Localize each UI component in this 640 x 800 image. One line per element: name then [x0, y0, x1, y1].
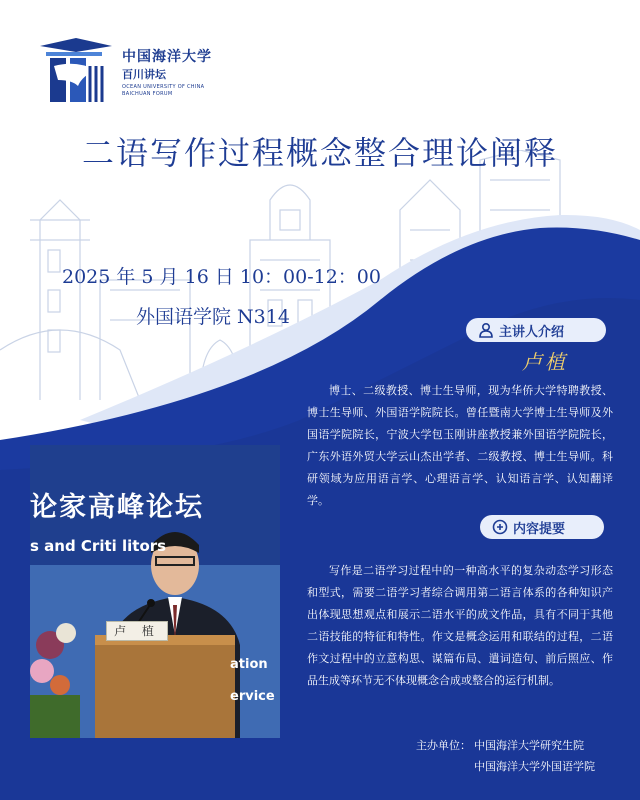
lecture-title: 二语写作过程概念整合理论阐释 [81, 134, 558, 172]
content-summary-text: 写作是二语学习过程中的一种高水平的复杂动态学习形态和型式，需要二语学习者综合调用第二语言体系的各种知识产出体现思想观点和展示二语水平的成文作品，具有不同于其他二语技能的特征和特性。作文是概念运用和联结的过程，二语作文过程中的立意构思、谋篇布局、遣词造句、前后照应、作品生成等环节无不体现概念合成或整合的运行机制。 [307, 564, 613, 687]
baichuan-logo-icon [36, 36, 116, 106]
photo-nameplate: 卢 植 [106, 621, 168, 641]
content-section-label: 内容提要 [513, 521, 566, 537]
speaker-icon [478, 322, 494, 338]
logo-forum-name: 百川讲坛 [122, 68, 166, 81]
speaker-bio: 博士、二级教授、博士生导师，现为华侨大学特聘教授、博士生导师、外国语学院院长。曾任暨南大学博士生导师及外国语学院院长，宁波大学包玉刚讲座教授兼外国语学院院长，广东外语外贸大学云山杰出学者、二级教授、博士生导师。科研领域为应用语言学、心理语言学、认知语言学、认知翻译学。 [307, 384, 613, 507]
speaker-name: 卢植 [522, 350, 568, 374]
photo-banner-text-2: s and Criti litors [30, 537, 167, 555]
speaker-section-header [466, 318, 606, 342]
photo-banner-fragment-2: ervice [230, 689, 275, 704]
content-summary-icon [492, 519, 508, 535]
university-logo [36, 36, 216, 108]
photo-banner-text-1: 论家高峰论坛 [30, 492, 204, 523]
logo-english-line-1: OCEAN UNIVERSITY OF CHINA [122, 84, 205, 90]
speaker-section-label: 主讲人介绍 [499, 324, 565, 340]
content-section-header [480, 515, 604, 539]
lecture-datetime: 2025 年 5 月 16 日 10：00-12：00 [62, 266, 381, 288]
logo-university-name: 中国海洋大学 [122, 49, 212, 65]
organizer-label: 主办单位： [416, 739, 471, 752]
speaker-photo [30, 445, 280, 738]
logo-english-line-2: BAICHUAN FORUM [122, 91, 173, 97]
lecture-venue: 外国语学院 N314 [136, 306, 290, 328]
photo-banner-fragment-1: ation [230, 657, 268, 672]
organizer-2: 中国海洋大学外国语学院 [474, 760, 595, 773]
organizer-1: 中国海洋大学研究生院 [474, 739, 584, 752]
